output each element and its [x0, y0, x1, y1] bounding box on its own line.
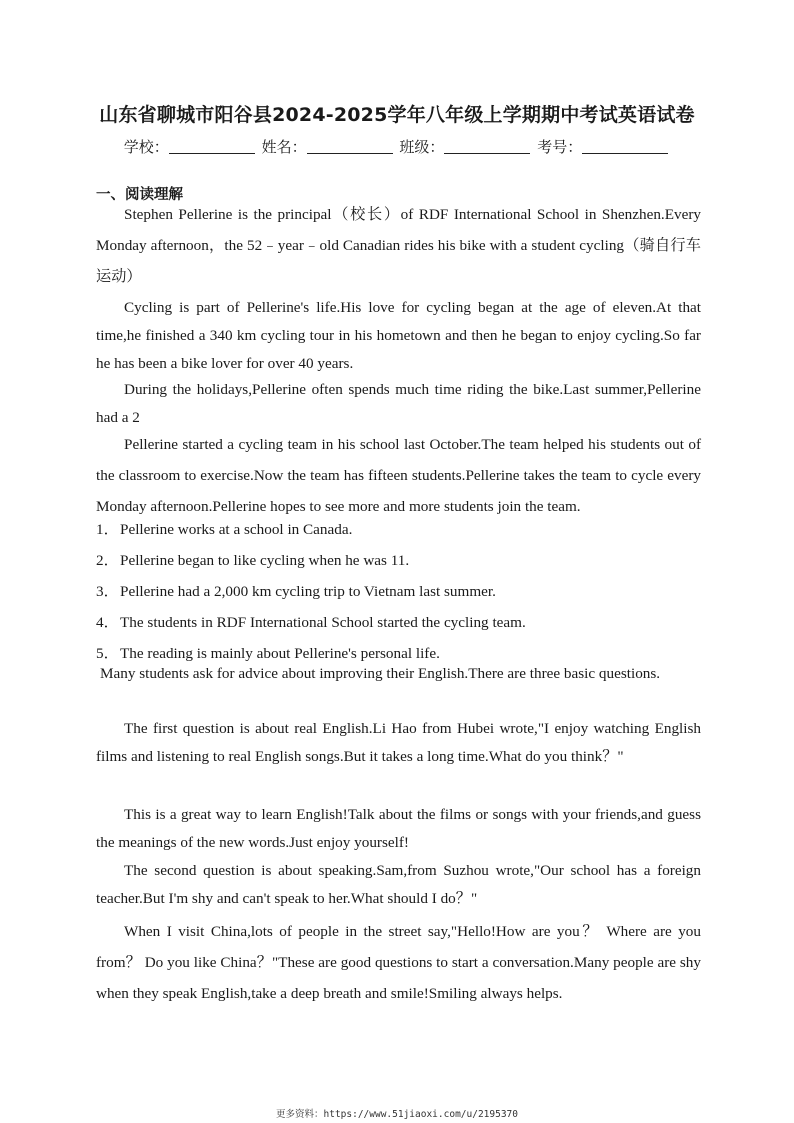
passage1-paragraph-4 — [96, 429, 701, 522]
exam-title: 山东省聊城市阳谷县2024-2025学年八年级上学期期中考试英语试卷 — [99, 104, 695, 126]
question-number: 4． — [96, 614, 119, 631]
name-blank[interactable] — [307, 139, 393, 154]
question-number: 5． — [96, 645, 119, 662]
passage2-paragraph-2 — [96, 715, 701, 771]
student-info-line — [0, 136, 794, 157]
question-text: Pellerine began to like cycling when he was 11. — [120, 552, 410, 569]
school-blank[interactable] — [169, 139, 255, 154]
name-label: 姓名： — [261, 138, 307, 156]
passage1-paragraph-1-text: Stephen Pellerine is the principal（校长）of RDF International School in Shenzhen.Every Monday afternoon，the 52﹣year﹣old Canadian rides his bike with a student cycling（骑自行车运动） — [96, 206, 701, 285]
question-4 — [96, 613, 701, 633]
passage1-paragraph-4-text: Pellerine started a cycling team in his school last October.The team helped his students out of the classroom to exercise.Now the team has fifteen students.Pellerine takes the team to cycle every Monday afternoon.Pellerine hopes to see more and more students join the team. — [96, 436, 701, 515]
question-number: 1． — [96, 521, 119, 538]
exam-number-blank[interactable] — [582, 139, 668, 154]
passage2-paragraph-4-text: The second question is about speaking.Sam,from Suzhou wrote,"Our school has a foreign teacher.But I'm shy and can't speak to her.What should I do？" — [96, 862, 701, 907]
passage2-paragraph-2-text: The first question is about real English.Li Hao from Hubei wrote,"I enjoy watching English films and listening to real English songs.But it takes a long time.What do you think？" — [96, 720, 701, 765]
question-text: Pellerine works at a school in Canada. — [120, 521, 353, 538]
passage2-paragraph-3 — [96, 801, 701, 857]
passage1-paragraph-2 — [96, 294, 701, 378]
question-3 — [96, 582, 701, 602]
question-number: 3． — [96, 583, 119, 600]
question-1 — [96, 520, 701, 540]
question-number: 2． — [96, 552, 119, 569]
passage1-paragraph-3-text: During the holidays,Pellerine often spends much time riding the bike.Last summer,Pellerine had a 2 — [96, 381, 701, 426]
footer-link[interactable]: 更多资料：https://www.51jiaoxi.com/u/2195370 — [276, 1109, 518, 1120]
passage2-paragraph-1-text: Many students ask for advice about improving their English.There are three basic questions. — [100, 665, 661, 682]
passage2-paragraph-1 — [96, 660, 701, 688]
passage1-paragraph-2-text: Cycling is part of Pellerine's life.His love for cycling began at the age of eleven.At that time,he finished a 340 km cycling tour in his hometown and then he began to enjoy cycling.So far he has been a bike lover for over 40 years. — [96, 299, 701, 372]
passage2-paragraph-3-text: This is a great way to learn English!Talk about the films or songs with your friends,and guess the meanings of the new words.Just enjoy yourself! — [96, 806, 701, 851]
passage1-paragraph-1 — [96, 199, 701, 292]
passage2-paragraph-4 — [96, 857, 701, 913]
question-text: The reading is mainly about Pellerine's personal life. — [120, 645, 440, 662]
question-text: The students in RDF International School started the cycling team. — [120, 614, 526, 631]
school-label: 学校： — [123, 138, 169, 156]
passage2-paragraph-5-text: When I visit China,lots of people in the street say,"Hello!How are you？ Where are you from？ Do you like China？"These are good questions to start a conversation.Many people are shy when they speak English,take a deep breath and smile!Smiling always helps. — [96, 923, 701, 1002]
passage2-paragraph-5 — [96, 916, 701, 1009]
class-blank[interactable] — [444, 139, 530, 154]
section-title: 一、阅读理解 — [96, 187, 183, 203]
passage1-paragraph-3 — [96, 376, 701, 432]
question-2 — [96, 551, 701, 571]
question-text: Pellerine had a 2,000 km cycling trip to Vietnam last summer. — [120, 583, 496, 600]
class-label: 班级： — [399, 138, 445, 156]
exam-number-label: 考号： — [537, 138, 583, 156]
